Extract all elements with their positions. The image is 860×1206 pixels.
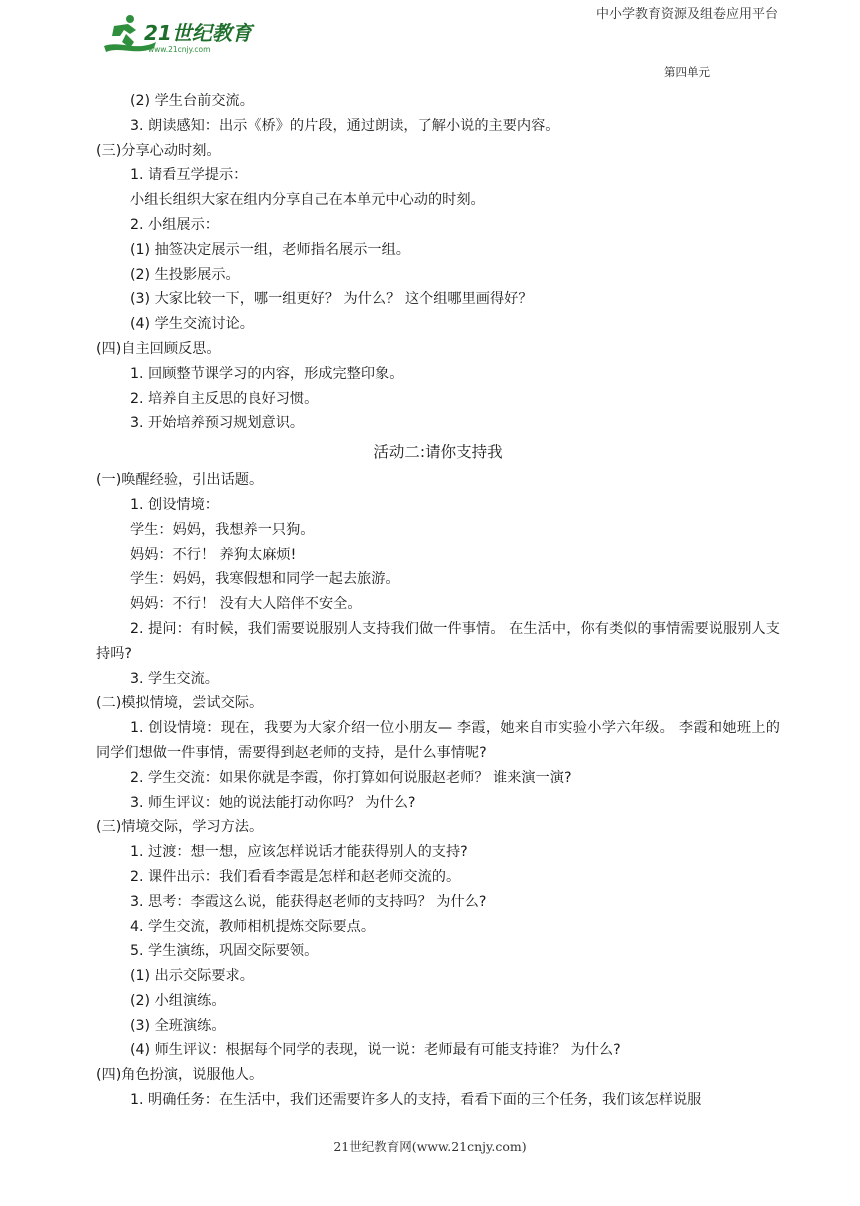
text-line: (四)自主回顾反思。 <box>96 340 221 357</box>
text-line: 1. 创设情境： <box>130 496 219 513</box>
text-line: (三)情境交际，学习方法。 <box>96 819 264 836</box>
text-line: (2) 小组演练。 <box>130 992 226 1009</box>
text-line: 2. 培养自主反思的良好习惯。 <box>130 390 319 407</box>
text-line: (1) 出示交际要求。 <box>130 968 254 985</box>
text-line: 1. 明确任务：在生活中，我们还需要许多人的支持，看看下面的三个任务，我们该怎样说服 <box>130 1092 702 1109</box>
platform-title: 中小学教育资源及组卷应用平台 <box>595 7 778 22</box>
text-line: 小组长组织大家在组内分享自己在本单元中心动的时刻。 <box>130 192 485 209</box>
unit-label: 第四单元 <box>664 65 710 79</box>
text-line: 妈妈：不行！ 没有大人陪伴不安全。 <box>130 596 362 613</box>
text-line: 3. 学生交流。 <box>130 670 219 687</box>
text-line: 学生：妈妈，我想养一只狗。 <box>130 521 315 538</box>
logo-text: 21世纪教育 <box>144 21 252 45</box>
text-line: (2) 学生台前交流。 <box>130 93 254 109</box>
text-line: (4) 学生交流讨论。 <box>130 316 254 333</box>
text-line: (四)角色扮演，说服他人。 <box>96 1067 264 1084</box>
text-line: 3. 开始培养预习规划意识。 <box>130 415 305 432</box>
document-body <box>96 89 780 1113</box>
text-line: 1. 过渡：想一想，应该怎样说话才能获得别人的支持? <box>130 844 468 861</box>
logo-url: www.21cnjy.com <box>148 45 211 54</box>
text-line: 1. 请看互学提示： <box>130 167 248 184</box>
text-line: 1. 创设情境：现在，我要为大家介绍一位小朋友— 李霞，她来自市实验小学六年级。 李霞和她班上的同学们想做一件事情，需要得到赵老师的支持，是什么事情呢? <box>96 720 780 761</box>
text-line: 3. 师生评议：她的说法能打动你吗？ 为什么? <box>130 794 416 811</box>
text-line: 妈妈：不行！ 养狗太麻烦! <box>130 546 297 563</box>
text-line: 1. 回顾整节课学习的内容，形成完整印象。 <box>130 365 404 382</box>
text-line: (1) 抽签决定展示一组，老师指名展示一组。 <box>130 241 410 258</box>
text-line: 2. 课件出示：我们看看李霞是怎样和赵老师交流的。 <box>130 868 461 885</box>
text-line: 2. 小组展示： <box>130 216 219 233</box>
text-line: (3) 全班演练。 <box>130 1017 226 1034</box>
text-line: 4. 学生交流，教师相机提炼交际要点。 <box>130 918 376 935</box>
text-line: (一)唤醒经验，引出话题。 <box>96 472 264 489</box>
text-line: 2. 学生交流：如果你就是李霞，你打算如何说服赵老师？ 谁来演一演? <box>130 769 572 786</box>
text-line: (二)模拟情境，尝试交际。 <box>96 695 264 712</box>
logo <box>100 12 260 58</box>
text-line: (4) 师生评议：根据每个同学的表现，说一说：老师最有可能支持谁？ 为什么? <box>130 1042 621 1059</box>
text-line: (3) 大家比较一下，哪一组更好？ 为什么？ 这个组哪里画得好？ <box>130 291 533 308</box>
page-footer: 21世纪教育网(www.21cnjy.com) <box>333 1139 527 1154</box>
text-line: (三)分享心动时刻。 <box>96 142 221 159</box>
text-line: 2. 提问：有时候，我们需要说服别人支持我们做一件事情。 在生活中，你有类似的事情需要说服别人支持吗? <box>96 620 780 662</box>
section-heading: 活动二:请你支持我 <box>373 443 503 462</box>
text-line: (2) 生投影展示。 <box>130 266 240 283</box>
text-line: 3. 朗读感知：出示《桥》的片段，通过朗读，了解小说的主要内容。 <box>130 117 560 134</box>
text-line: 3. 思考：李霞这么说，能获得赵老师的支持吗？ 为什么? <box>130 893 487 910</box>
text-line: 5. 学生演练，巩固交际要领。 <box>130 943 319 960</box>
text-line: 学生：妈妈，我寒假想和同学一起去旅游。 <box>130 571 400 588</box>
